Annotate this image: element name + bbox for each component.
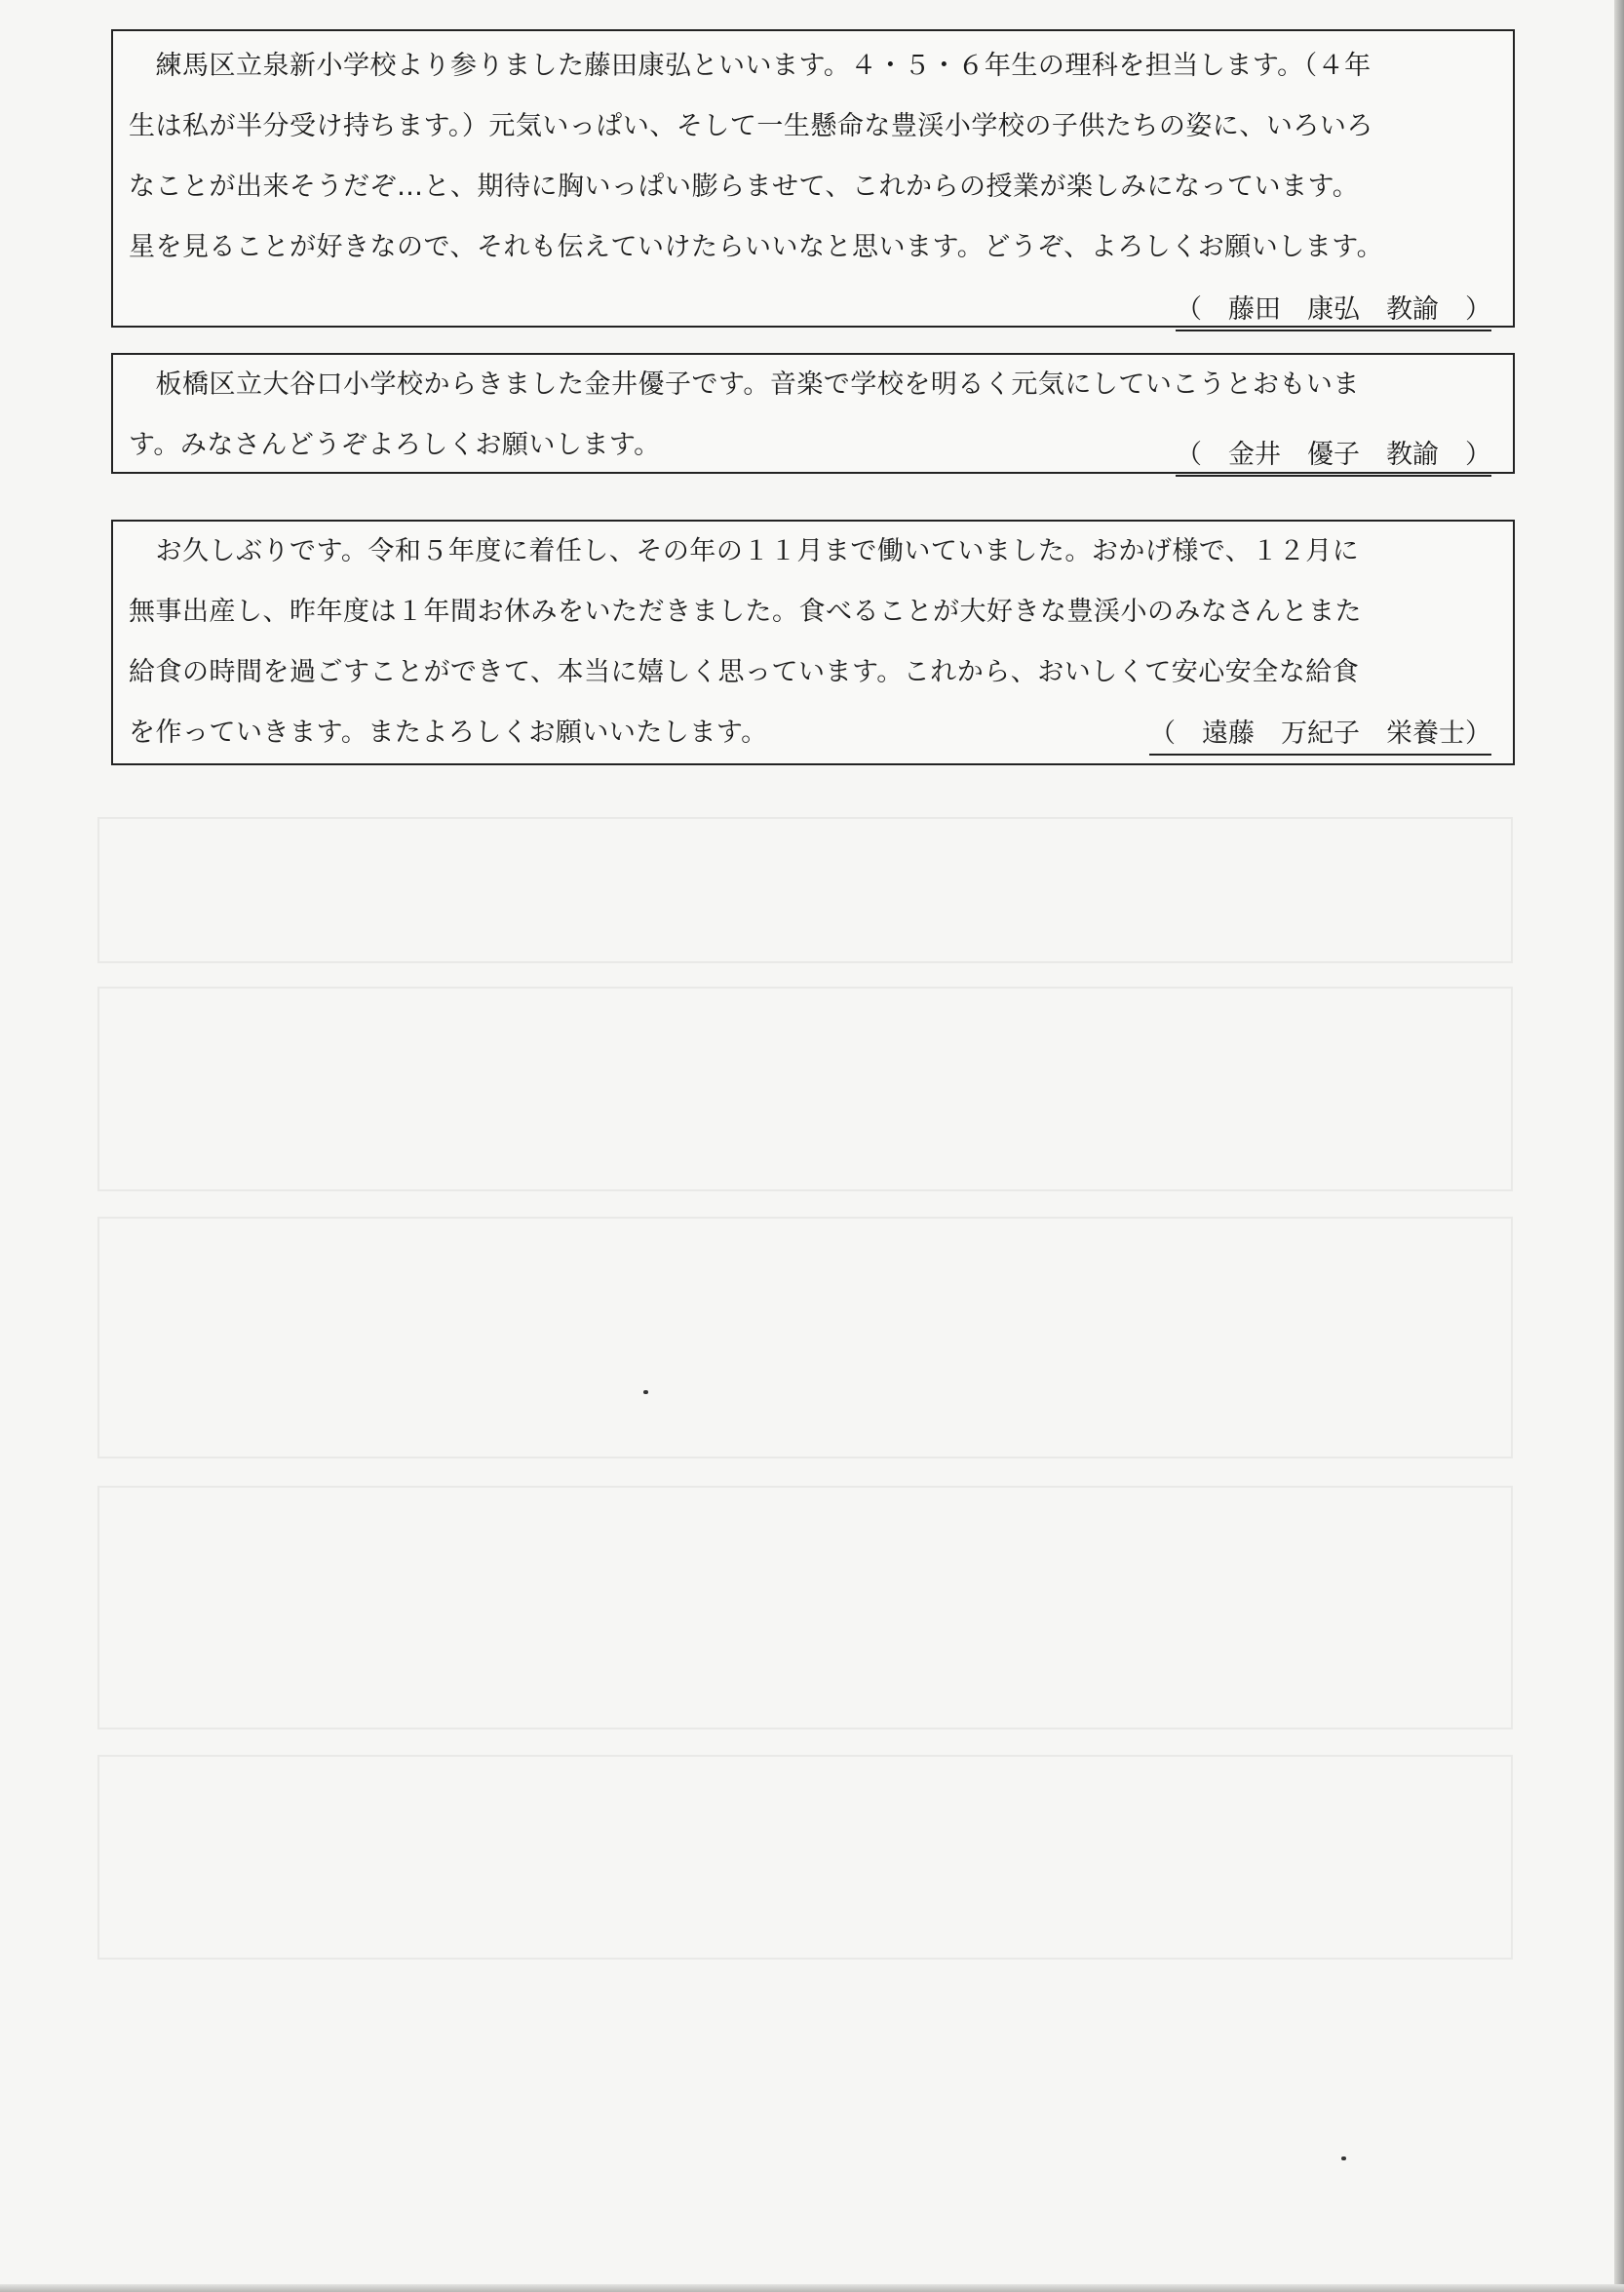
paper-edge-right <box>1614 0 1624 2292</box>
show-through-frame <box>97 1486 1513 1729</box>
intro-signature: （ 藤田 康弘 教諭 ） <box>1176 288 1491 331</box>
teacher-intro-box <box>111 29 1515 328</box>
scan-speck <box>643 1390 648 1394</box>
show-through-frame <box>97 1755 1513 1960</box>
intro-line: 無事出産し、昨年度は１年間お休みをいただきました。食べることが大好きな豊渓小のみなさんとまた <box>129 597 1362 627</box>
show-through-frame <box>97 987 1513 1191</box>
intro-line: 給食の時間を過ごすことができて、本当に嬉しく思っています。これから、おいしくて安心安全な給食 <box>129 657 1360 687</box>
teacher-intro-box <box>111 353 1515 474</box>
intro-line: 星を見ることが好きなので、それも伝えていけたらいいなと思います。どうぞ、よろしくお願いします。 <box>129 232 1384 262</box>
intro-signature: （ 金井 優子 教諭 ） <box>1176 433 1491 477</box>
intro-line: を作っていきます。またよろしくお願いいたします。 <box>129 718 768 748</box>
intro-line: なことが出来そうだぞ…と、期待に胸いっぱい膨らませて、これからの授業が楽しみになっています。 <box>129 172 1360 202</box>
scan-speck <box>1341 2156 1346 2160</box>
intro-line: 生は私が半分受け持ちます。）元気いっぱい、そして一生懸命な豊渓小学校の子供たちの姿に、いろいろ <box>129 111 1373 141</box>
intro-line: 板橋区立大谷口小学校からきました金井優子です。音楽で学校を明るく元気にしていこうとおもいま <box>129 369 1360 400</box>
intro-text <box>113 31 1513 278</box>
intro-line: す。みなさんどうぞよろしくお願いします。 <box>129 430 661 460</box>
intro-signature: （ 遠藤 万紀子 栄養士） <box>1149 712 1491 756</box>
intro-line: お久しぶりです。令和５年度に着任し、その年の１１月まで働いていました。おかげ様で、１２月に <box>129 536 1360 566</box>
intro-line: 練馬区立泉新小学校より参りました藤田康弘といいます。４・５・６年生の理科を担当します。（４年 <box>129 51 1372 81</box>
show-through-frame <box>97 817 1513 963</box>
paper-edge-bottom <box>0 2284 1624 2292</box>
show-through-frame <box>97 1217 1513 1458</box>
teacher-intro-box <box>111 520 1515 765</box>
